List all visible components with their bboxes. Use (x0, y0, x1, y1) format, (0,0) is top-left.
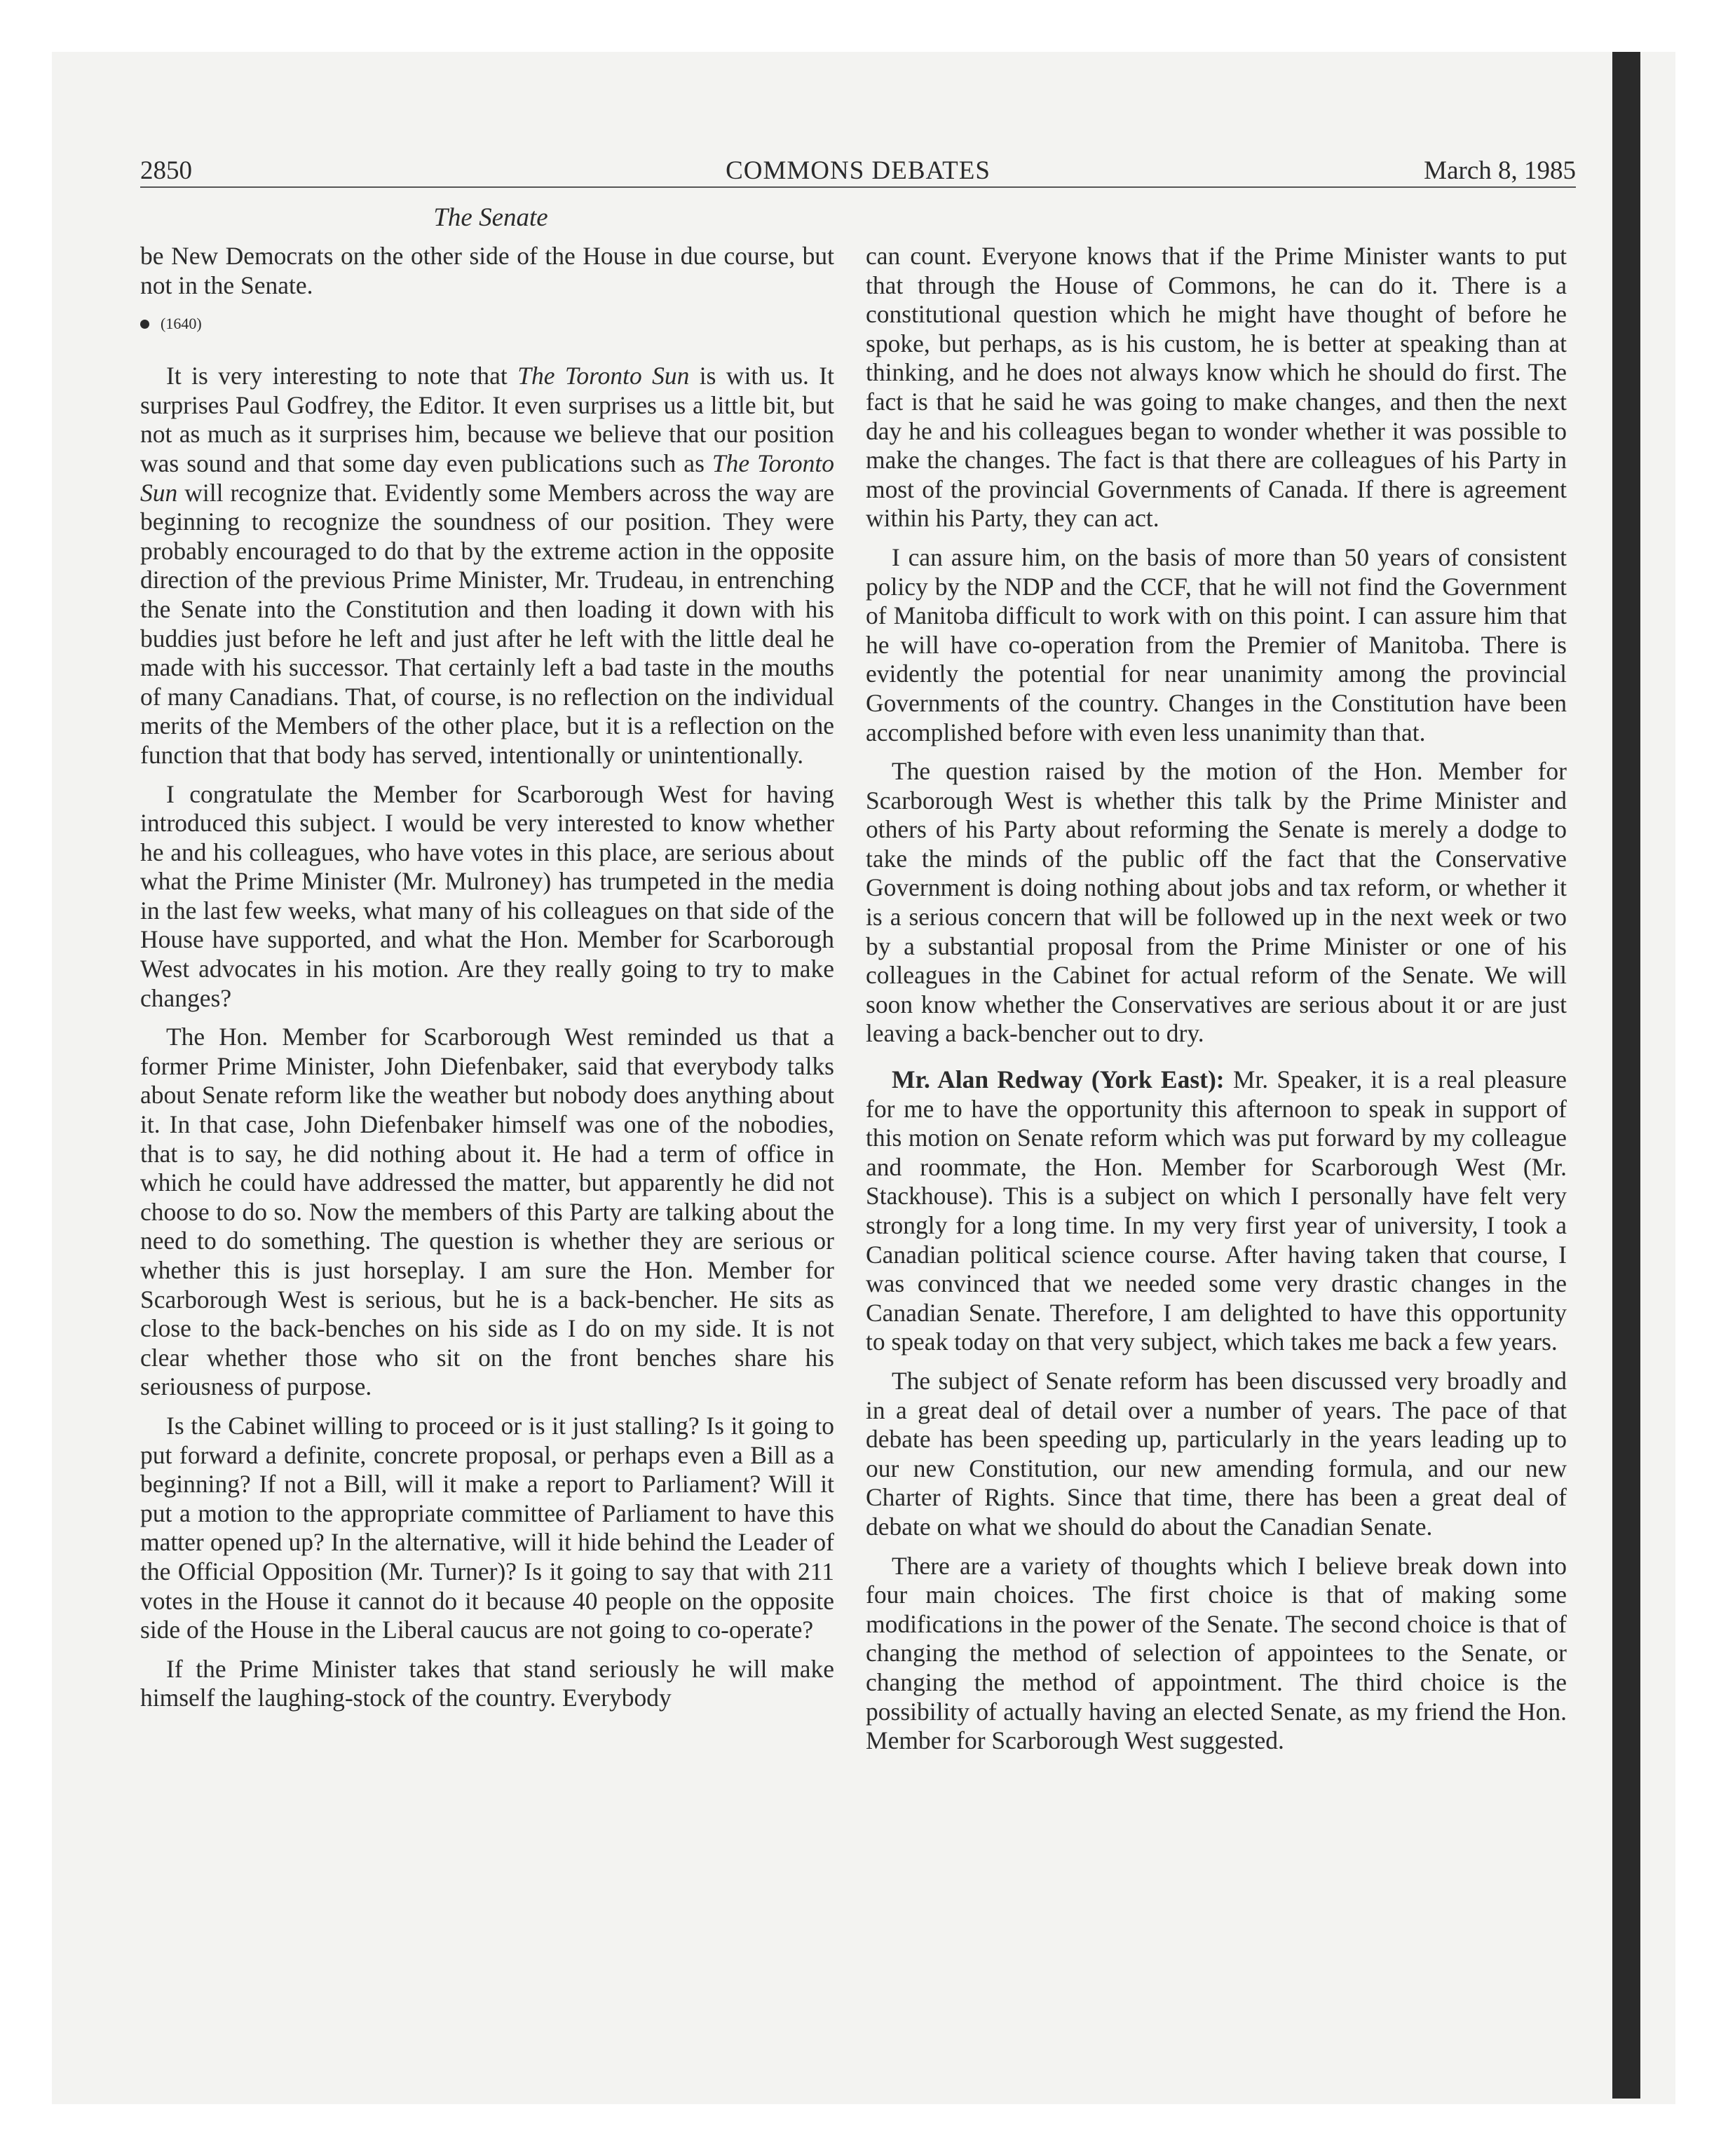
time-marker (140, 310, 834, 338)
publication-name: The Toronto Sun (517, 362, 690, 390)
text-run: It is very interesting to note that (166, 362, 518, 390)
page-number: 2850 (140, 156, 192, 185)
paragraph (140, 362, 834, 770)
speaker-name: Mr. Alan Redway (York East): (892, 1065, 1225, 1094)
paragraph: I congratulate the Member for Scarborough West for having introduced this subject. I would be very interested to know whether he and his colleagues, who have votes in this place, are serious about what the Prime Minister (Mr. Mulroney) has trumpeted in the media in the last few weeks, what many of his colleagues on that side of the House have supported, and what the Hon. Member for Scarborough West advocates in his motion. Are they really going to try to make changes? (140, 779, 834, 1012)
paragraph: can count. Everyone knows that if the Prime Minister wants to put that through the House of Commons, he can do it. There is a constitutional question which he might have thought of before he spoke, but perhaps, as is his custom, he is better at speaking than at thinking, and he does not always know which he should do first. The fact is that he said he was going to make changes, and then the next day he and his colleagues began to wonder whether it was possible to make the changes. The fact is that there are colleagues of his Party in most of the provincial Governments of Canada. If there is agreement within his Party, they can act. (866, 242, 1567, 533)
publication-date: March 8, 1985 (1424, 156, 1576, 185)
scan-edge-bar (1612, 52, 1640, 2099)
publication-name: The Toronto Sun (140, 449, 834, 507)
time-marker-label: (1640) (161, 315, 202, 333)
paragraph: There are a variety of thoughts which I believe break down into four main choices. The first choice is that of making some modifications in the power of the Senate. The second choice is that of changing the method of selection of appointees to the Senate, or changing the method of appointment. The third choice is the possibility of actually having an elected Senate, as my friend the Hon. Member for Scarborough West suggested. (866, 1551, 1567, 1755)
section-subheader: The Senate (433, 203, 548, 232)
paragraph: If the Prime Minister takes that stand seriously he will make himself the laughing-stock of the country. Everybody (140, 1654, 834, 1712)
text-run: will recognize that. Evidently some Members across the way are beginning to recognize the soundness of our position. They were probably encouraged to do that by the extreme action in the opposite direction of the previous Prime Minister, Mr. Trudeau, in entrenching the Senate into the Constitution and then loading it down with his buddies just before he left and just after he left with the little deal he made with his successor. That certainly left a bad taste in the mouths of many Canadians. That, of course, is no reflection on the individual merits of the Members of the other place, but it is a reflection on the function that that body has served, intentionally or unintentionally. (140, 478, 834, 769)
text-run: Mr. Speaker, it is a real pleasure for me to have the opportunity this afternoon to speak in support of this motion on Senate reform which was put forward by my colleague and roommate, the Hon. Member for Scarborough West (Mr. Stackhouse). This is a subject on which I personally have felt very strongly for a long time. In my very first year of university, I took a Canadian political science course. After having taken that course, I was convinced that we needed some very drastic changes in the Canadian Senate. Therefore, I am delighted to have this opportunity to speak today on that very subject, which takes me back a few years. (866, 1065, 1567, 1356)
running-header (140, 153, 1576, 189)
paragraph: The question raised by the motion of the Hon. Member for Scarborough West is whether this talk by the Prime Minister and others of his Party about reforming the Senate is merely a dodge to take the minds of the public off the fact that the Conservative Government is doing nothing about jobs and tax reform, or whether it is a serious concern that will be followed up in the next week or two by a substantial proposal from the Prime Minister or one of his colleagues in the Cabinet for actual reform of the Senate. We will soon know whether the Conservatives are serious about it or are just leaving a back-bencher out to dry. (866, 757, 1567, 1048)
text-run: is with us. It surprises Paul Godfrey, the Editor. It even surprises us a little bit, but not as much as it surprises him, because we believe that our position was sound and that some day even publications such as (140, 362, 834, 477)
paragraph: The Hon. Member for Scarborough West reminded us that a former Prime Minister, John Diefenbaker, said that everybody talks about Senate reform like the weather but nobody does anything about it. In that case, John Diefenbaker himself was one of the nobodies, that is to say, he did nothing about it. He had a term of office in which he could have addressed the matter, but apparently he did not choose to do so. Now the members of this Party are talking about the need to do something. The question is whether they are serious or whether this is just horseplay. I am sure the Hon. Member for Scarborough West is serious, but he is a back-bencher. He sits as close to the back-benches on his side as I do on my side. It is not clear whether those who sit on the front benches share his seriousness of purpose. (140, 1023, 834, 1401)
header-rule (140, 186, 1576, 188)
paragraph: be New Democrats on the other side of the House in due course, but not in the Senate. (140, 242, 834, 299)
paragraph: The subject of Senate reform has been discussed very broadly and in a great deal of detail over a number of years. The pace of that debate has been speeding up, particularly in the years leading up to our new Constitution, our new amending formula, and our new Charter of Rights. Since that time, there has been a great deal of debate on what we should do about the Canadian Senate. (866, 1366, 1567, 1541)
speech-paragraph (866, 1065, 1567, 1357)
paragraph: I can assure him, on the basis of more than 50 years of consistent policy by the NDP and the CCF, that he will not find the Government of Manitoba difficult to work with on this point. I can assure him that he will have co-operation from the Premier of Manitoba. There is evidently the potential for near unanimity among the provincial Governments of the country. Changes in the Constitution have been accomplished before with even less unanimity than that. (866, 543, 1567, 746)
publication-title: COMMONS DEBATES (726, 156, 991, 185)
paragraph: Is the Cabinet willing to proceed or is it just stalling? Is it going to put forward a definite, concrete proposal, or perhaps even a Bill as a beginning? If not a Bill, will it make a report to Parliament? Will it put a motion to the appropriate committee of Parliament to have this matter opened up? In the alternative, will it hide behind the Leader of the Official Opposition (Mr. Turner)? Is it going to say that with 211 votes in the House it cannot do it because 40 people on the opposite side of the House in the Liberal caucus are not going to co-operate? (140, 1411, 834, 1644)
right-column (866, 242, 1567, 1756)
bullet-icon (140, 320, 149, 329)
left-column (140, 242, 834, 1713)
